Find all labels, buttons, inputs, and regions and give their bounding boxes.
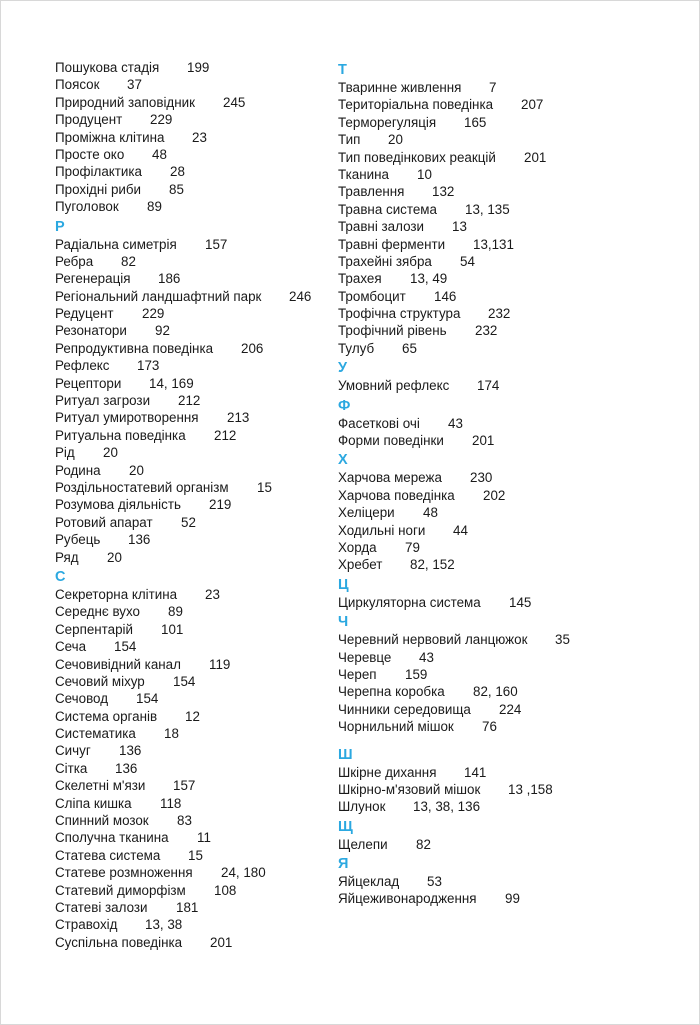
index-term: Ребра — [55, 253, 94, 269]
index-entry — [338, 149, 678, 166]
index-entry — [55, 288, 345, 305]
index-term: Травна система — [338, 201, 437, 217]
index-entry — [55, 146, 345, 163]
index-entry — [55, 375, 345, 392]
index-pages: 15 — [257, 479, 272, 495]
index-pages: 13 — [452, 219, 467, 235]
index-entry — [338, 96, 678, 113]
index-term: Розумова діяльність — [55, 497, 181, 513]
index-entry — [55, 340, 345, 357]
index-term: Систематика — [55, 726, 136, 742]
index-letter: Ч — [338, 614, 349, 631]
index-entry — [55, 603, 345, 620]
index-term: Профілактика — [55, 164, 142, 180]
index-term: Статева система — [55, 847, 161, 863]
index-term: Репродуктивна поведінка — [55, 340, 214, 356]
index-term: Чинники середовища — [338, 701, 471, 717]
index-term: Рубець — [55, 532, 101, 548]
index-pages: 89 — [168, 604, 183, 620]
index-letter: Р — [55, 218, 65, 235]
index-entry — [55, 549, 345, 566]
index-pages: 201 — [210, 934, 233, 950]
index-pages: 24, 180 — [221, 865, 266, 881]
index-letter: Я — [338, 856, 349, 873]
index-letter: Х — [338, 452, 348, 469]
index-entry — [55, 829, 345, 846]
index-pages: 119 — [209, 656, 231, 672]
index-entry — [338, 556, 678, 573]
index-entry — [338, 487, 678, 504]
index-pages: 13 ,158 — [508, 781, 553, 797]
index-entry — [338, 377, 678, 394]
index-pages: 229 — [150, 112, 173, 128]
index-entry — [338, 666, 678, 683]
index-pages: 136 — [128, 532, 151, 548]
index-pages: 82, 152 — [410, 557, 455, 573]
index-entry — [338, 539, 678, 556]
index-pages: 23 — [205, 586, 220, 602]
index-term: Сечовод — [55, 691, 109, 707]
index-pages: 7 — [489, 80, 497, 95]
index-pages: 82 — [416, 836, 431, 852]
index-pages: 108 — [214, 882, 237, 898]
index-term: Суспільна поведінка — [55, 934, 183, 950]
index-term: Тип поведінкових реакцій — [338, 149, 496, 165]
index-pages: 20 — [388, 132, 403, 148]
index-entry — [55, 531, 345, 548]
index-term: Статеве розмноження — [55, 865, 193, 881]
index-entry — [338, 218, 678, 235]
index-pages: 213 — [227, 410, 250, 426]
index-pages: 92 — [155, 323, 170, 339]
index-entry — [55, 444, 345, 461]
index-entry — [338, 890, 678, 907]
index-entry — [55, 253, 345, 270]
index-pages: 20 — [129, 462, 144, 478]
index-pages: 154 — [173, 673, 196, 689]
index-term: Сечовий міхур — [55, 673, 145, 689]
index-entry — [55, 427, 345, 444]
index-term: Трахея — [338, 271, 382, 287]
index-term: Родина — [55, 462, 101, 478]
index-entry — [338, 836, 678, 853]
index-letter: Т — [338, 62, 347, 78]
index-term: Тканина — [338, 166, 389, 182]
index-pages: 199 — [187, 60, 210, 75]
index-pages: 48 — [152, 146, 167, 162]
index-entry — [55, 392, 345, 409]
index-pages: 44 — [453, 522, 468, 538]
index-entry — [55, 795, 345, 812]
index-term: Циркуляторна система — [338, 594, 481, 610]
index-pages: 20 — [107, 549, 122, 565]
index-entry — [55, 586, 345, 603]
index-entry — [55, 899, 345, 916]
index-pages: 207 — [521, 97, 544, 113]
index-entry — [55, 462, 345, 479]
index-term: Прохідні риби — [55, 181, 142, 197]
index-entry — [55, 847, 345, 864]
index-term: Ритуал умиротворення — [55, 410, 199, 426]
index-entry — [338, 415, 678, 432]
index-term: Ритуальна поведінка — [55, 427, 186, 443]
index-pages: 82, 160 — [473, 684, 518, 700]
index-pages: 53 — [427, 874, 442, 890]
index-pages: 146 — [434, 288, 457, 304]
index-term: Терморегуляція — [338, 114, 437, 130]
index-entry — [338, 253, 678, 270]
index-term: Тваринне живлення — [338, 80, 462, 95]
index-term: Серпентарій — [55, 621, 133, 637]
index-term: Сечовивідний канал — [55, 656, 181, 672]
index-entry — [55, 673, 345, 690]
index-pages: 37 — [127, 77, 142, 93]
index-pages: 181 — [176, 899, 199, 915]
index-pages: 89 — [147, 199, 162, 215]
index-entry — [55, 742, 345, 759]
index-term: Ритуал загрози — [55, 393, 151, 409]
index-entry — [338, 340, 678, 357]
index-pages: 18 — [164, 726, 179, 742]
index-term: Тулуб — [338, 340, 375, 356]
index-term: Щелепи — [338, 836, 388, 852]
index-term: Сполучна тканина — [55, 830, 169, 846]
index-letter: С — [55, 568, 66, 585]
index-entry — [338, 270, 678, 287]
index-letter: Ф — [338, 397, 351, 414]
index-term: Тип — [338, 132, 361, 148]
index-pages: 157 — [205, 236, 228, 252]
index-pages: 201 — [524, 149, 547, 165]
index-term: Черевний нервовий ланцюжок — [338, 632, 528, 648]
index-term: Трахейні зябра — [338, 253, 432, 269]
index-entry — [55, 94, 345, 111]
index-entry — [55, 916, 345, 933]
index-pages: 85 — [169, 181, 184, 197]
index-term: Стравохід — [55, 917, 118, 933]
index-pages: 186 — [158, 271, 181, 287]
index-pages: 202 — [483, 487, 506, 503]
index-entry — [338, 504, 678, 521]
index-term: Скелетні м'язи — [55, 778, 146, 794]
index-entry — [338, 131, 678, 148]
index-entry — [338, 432, 678, 449]
index-term: Травні ферменти — [338, 236, 446, 252]
index-pages: 232 — [488, 306, 511, 322]
index-term: Харчова поведінка — [338, 487, 455, 503]
index-entry — [55, 621, 345, 638]
index-term: Ходильні ноги — [338, 522, 426, 538]
index-entry — [55, 305, 345, 322]
index-term: Фасеткові очі — [338, 415, 420, 431]
index-pages: 43 — [419, 649, 434, 665]
index-entry — [338, 469, 678, 486]
index-pages: 14, 169 — [149, 375, 194, 391]
index-term: Проміжна клітина — [55, 129, 165, 145]
index-term: Радіальна симетрія — [55, 236, 177, 252]
index-pages: 13, 49 — [410, 271, 448, 287]
index-pages: 154 — [136, 691, 159, 707]
index-pages: 165 — [464, 114, 487, 130]
index-term: Форми поведінки — [338, 433, 444, 449]
index-entry — [55, 181, 345, 198]
index-term: Черепна коробка — [338, 684, 445, 700]
index-pages: 174 — [477, 378, 500, 394]
index-entry — [55, 322, 345, 339]
index-term: Просте око — [55, 146, 125, 162]
index-entry — [338, 114, 678, 131]
index-term: Спинний мозок — [55, 813, 149, 829]
index-entry — [55, 934, 345, 951]
index-term: Шкірне дихання — [338, 764, 437, 780]
index-pages: 154 — [114, 639, 137, 655]
index-term: Резонатори — [55, 323, 127, 339]
index-entry — [55, 76, 345, 93]
index-entry — [55, 496, 345, 513]
index-term: Сеча — [55, 639, 87, 655]
index-pages: 132 — [432, 184, 455, 200]
index-pages: 82 — [121, 253, 136, 269]
index-entry — [338, 166, 678, 183]
index-entry — [338, 781, 678, 798]
index-entry — [338, 683, 678, 700]
index-pages: 13,131 — [473, 236, 514, 252]
index-term: Роздільностатевий організм — [55, 479, 229, 495]
index-entry — [338, 873, 678, 890]
index-entry — [338, 322, 678, 339]
index-letter: У — [338, 360, 348, 377]
index-letter: Ц — [338, 576, 349, 593]
index-pages: 13, 38 — [145, 917, 183, 933]
index-term: Ряд — [55, 549, 79, 565]
index-term: Редуцент — [55, 306, 114, 322]
index-pages: 173 — [137, 358, 160, 374]
index-term: Продуцент — [55, 112, 123, 128]
index-term: Сітка — [55, 760, 88, 776]
index-entry — [55, 514, 345, 531]
index-pages: 246 — [289, 288, 312, 304]
index-pages: 52 — [181, 514, 196, 530]
index-pages: 83 — [177, 813, 192, 829]
index-pages: 23 — [192, 129, 207, 145]
index-pages: 13, 135 — [465, 201, 510, 217]
index-term: Шкірно-м'язовий мішок — [338, 781, 481, 797]
index-term: Ротовий апарат — [55, 514, 153, 530]
index-term: Рецептори — [55, 375, 122, 391]
index-term: Череп — [338, 666, 377, 682]
index-entry — [55, 163, 345, 180]
index-pages: 206 — [241, 340, 264, 356]
index-term: Середнє вухо — [55, 604, 140, 620]
index-pages: 212 — [178, 393, 201, 409]
index-pages: 224 — [499, 701, 522, 717]
index-pages: 245 — [223, 94, 246, 110]
index-term: Черевце — [338, 649, 392, 665]
index-entry — [338, 183, 678, 200]
index-entry — [338, 718, 678, 735]
index-entry — [338, 79, 678, 96]
index-pages: 28 — [170, 164, 185, 180]
index-entry — [338, 764, 678, 781]
index-term: Територіальна поведінка — [338, 97, 494, 113]
index-entry — [55, 357, 345, 374]
index-term: Рід — [55, 445, 75, 461]
index-entry — [55, 638, 345, 655]
index-entry — [338, 236, 678, 253]
index-entry — [55, 864, 345, 881]
index-pages: 145 — [509, 594, 532, 610]
index-pages: 12 — [185, 708, 200, 724]
index-term: Яйцеклад — [338, 874, 400, 890]
index-term: Статеві залози — [55, 899, 148, 915]
index-pages: 76 — [482, 719, 497, 735]
index-entry — [55, 708, 345, 725]
index-pages: 141 — [464, 764, 487, 780]
index-pages: 118 — [160, 795, 182, 811]
index-entry — [55, 409, 345, 426]
index-term: Регенерація — [55, 271, 131, 287]
index-column-right — [338, 59, 678, 908]
index-term: Трофічна структура — [338, 306, 461, 322]
index-pages: 15 — [188, 847, 203, 863]
index-pages: 35 — [555, 632, 570, 648]
index-pages: 230 — [470, 470, 493, 486]
index-pages: 212 — [214, 427, 237, 443]
index-entry — [55, 777, 345, 794]
index-entry — [55, 725, 345, 742]
index-pages: 54 — [460, 253, 475, 269]
index-term: Сичуг — [55, 743, 91, 759]
index-pages: 11 — [197, 830, 211, 846]
index-entry — [338, 522, 678, 539]
index-term: Умовний рефлекс — [338, 378, 450, 394]
index-pages: 159 — [405, 666, 428, 682]
index-entry — [55, 270, 345, 287]
index-pages: 20 — [103, 445, 118, 461]
index-entry — [55, 198, 345, 215]
index-term: Пуголовок — [55, 199, 119, 215]
index-letter: Щ — [338, 818, 353, 835]
index-pages: 13, 38, 136 — [413, 799, 481, 815]
index-pages: 79 — [405, 539, 420, 555]
index-column-left — [55, 59, 345, 951]
index-entry — [55, 479, 345, 496]
index-entry — [338, 701, 678, 718]
index-entry — [55, 812, 345, 829]
index-term: Рефлекс — [55, 358, 110, 374]
index-term: Чорнильний мішок — [338, 719, 454, 735]
index-pages: 201 — [472, 433, 495, 449]
index-entry — [55, 236, 345, 253]
index-term: Яйцеживонародження — [338, 891, 477, 907]
index-pages: 232 — [475, 323, 498, 339]
index-entry — [55, 656, 345, 673]
index-pages: 65 — [402, 340, 417, 356]
index-term: Сліпа кишка — [55, 795, 132, 811]
index-entry — [338, 288, 678, 305]
index-pages: 229 — [142, 306, 165, 322]
index-letter: Ш — [338, 746, 353, 763]
index-term: Поясок — [55, 77, 100, 93]
index-term: Система органів — [55, 708, 158, 724]
index-pages: 43 — [448, 415, 463, 431]
index-pages: 99 — [505, 891, 520, 907]
index-pages: 136 — [115, 760, 138, 776]
index-pages: 10 — [417, 166, 432, 182]
index-entry — [55, 111, 345, 128]
index-entry — [338, 649, 678, 666]
index-term: Травлення — [338, 184, 405, 200]
index-entry — [338, 798, 678, 815]
index-term: Шлунок — [338, 799, 386, 815]
index-term: Регіональний ландшафтний парк — [55, 288, 262, 304]
index-entry — [338, 631, 678, 648]
index-entry — [338, 305, 678, 322]
index-entry — [55, 760, 345, 777]
index-term: Хребет — [338, 557, 383, 573]
index-term: Тромбоцит — [338, 288, 406, 304]
index-pages: 136 — [119, 743, 142, 759]
index-term: Хорда — [338, 539, 377, 555]
index-term: Травні залози — [338, 219, 424, 235]
index-entry — [55, 690, 345, 707]
index-term: Статевий диморфізм — [55, 882, 186, 898]
index-pages: 219 — [209, 497, 232, 513]
index-term: Хеліцери — [338, 505, 395, 521]
index-pages: 101 — [161, 621, 184, 637]
index-term: Харчова мережа — [338, 470, 442, 486]
index-term: Пошукова стадія — [55, 60, 160, 75]
index-term: Природний заповідник — [55, 94, 195, 110]
index-entry — [55, 882, 345, 899]
index-entry — [55, 129, 345, 146]
index-pages: 48 — [423, 505, 438, 521]
index-pages: 157 — [173, 778, 196, 794]
index-entry — [55, 59, 345, 76]
index-entry — [338, 594, 678, 611]
index-term: Трофічний рівень — [338, 323, 447, 339]
index-term: Секреторна клітина — [55, 586, 178, 602]
index-entry — [338, 201, 678, 218]
